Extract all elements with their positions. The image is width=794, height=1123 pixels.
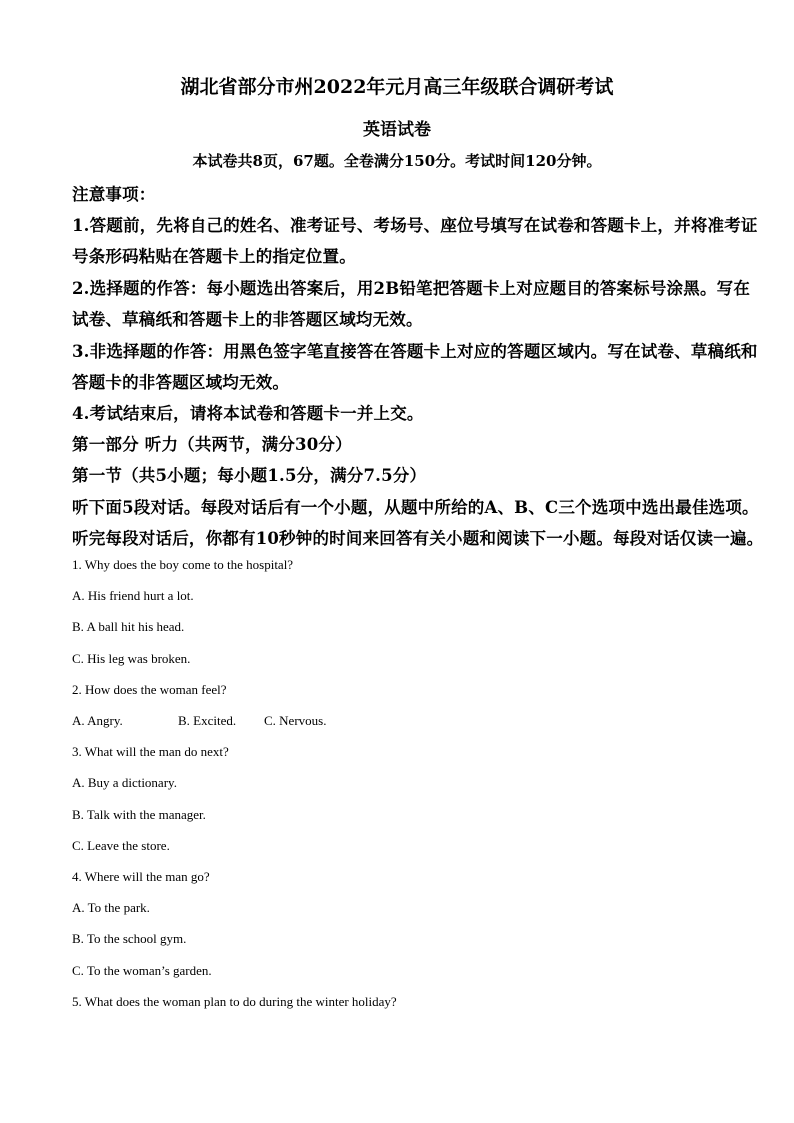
instructions-line-1: 听下面5段对话。每段对话后有一个小题，从题中所给的A、B、C三个选项中选出最佳选项。 (72, 498, 759, 517)
notice-item-1-line-1: 1.答题前，先将自己的姓名、准考证号、考场号、座位号填写在试卷和答题卡上，并将准考证 (72, 216, 758, 235)
part-1-heading: 第一部分 听力（共两节，满分30分） (72, 435, 352, 454)
question-1: 1. Why does the boy come to the hospital? (72, 557, 294, 572)
notice-item-1-line-2: 号条形码粘贴在答题卡上的指定位置。 (72, 247, 356, 266)
notice-item-3-line-1: 3.非选择题的作答：用黑色签字笔直接答在答题卡上对应的答题区域内。写在试卷、草稿纸和 (72, 342, 758, 361)
exam-title: 湖北省部分市州2022年元月高三年级联合调研考试 (180, 76, 614, 98)
question-3: 3. What will the man do next? (72, 744, 229, 759)
question-3-option-c: C. Leave the store. (72, 838, 170, 853)
question-3-option-a: A. Buy a dictionary. (72, 775, 177, 790)
question-2-option-a: A. Angry. (72, 713, 123, 728)
question-1-option-b: B. A ball hit his head. (72, 619, 185, 634)
exam-info: 本试卷共8页，67题。全卷满分150分。考试时间120分钟。 (192, 152, 602, 170)
notice-item-3-line-2: 答题卡的非答题区域均无效。 (72, 373, 290, 392)
question-2: 2. How does the woman feel? (72, 682, 227, 697)
question-4-option-a: A. To the park. (72, 900, 150, 915)
notice-heading: 注意事项： (72, 185, 156, 204)
section-1-heading: 第一节（共5小题；每小题1.5分，满分7.5分） (72, 466, 427, 485)
question-4: 4. Where will the man go? (72, 869, 210, 884)
question-1-option-c: C. His leg was broken. (72, 651, 191, 666)
question-2-option-b: B. Excited. (178, 713, 237, 728)
question-4-option-b: B. To the school gym. (72, 931, 187, 946)
notice-item-4: 4.考试结束后，请将本试卷和答题卡一并上交。 (72, 404, 424, 423)
question-4-option-c: C. To the woman’s garden. (72, 963, 212, 978)
question-2-option-c: C. Nervous. (264, 713, 327, 728)
notice-item-2-line-1: 2.选择题的作答：每小题选出答案后，用2B铅笔把答题卡上对应题目的答案标号涂黑。写在 (72, 279, 751, 298)
question-1-option-a: A. His friend hurt a lot. (72, 588, 194, 603)
instructions-line-2: 听完每段对话后，你都有10秒钟的时间来回答有关小题和阅读下一小题。每段对话仅读一遍。 (72, 529, 764, 548)
notice-item-2-line-2: 试卷、草稿纸和答题卡上的非答题区域均无效。 (72, 310, 423, 329)
question-5: 5. What does the woman plan to do during the winter holiday? (72, 994, 397, 1009)
subject-title: 英语试卷 (363, 120, 431, 140)
question-3-option-b: B. Talk with the manager. (72, 807, 206, 822)
